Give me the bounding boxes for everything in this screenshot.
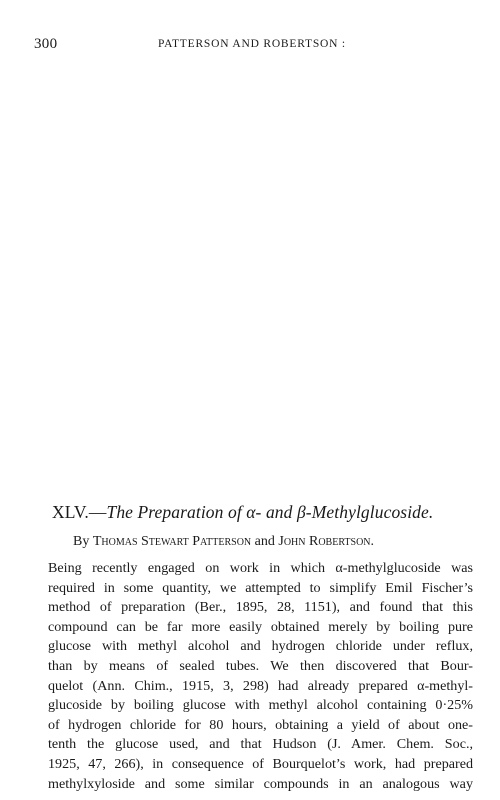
article-title bbox=[52, 502, 433, 523]
authors-by: By bbox=[73, 534, 90, 549]
body-line: method of preparation (Ber., 1895, 28, 1151), and found that this bbox=[48, 599, 473, 616]
body-line: Being recently engaged on work in which α-methylglucoside was bbox=[48, 560, 473, 576]
body-line: glucose with methyl alcohol and hydrogen chloride under reflux, bbox=[48, 638, 473, 655]
body-line: glucoside by boiling glucose with methyl alcohol containing 0·25% bbox=[48, 697, 473, 714]
body-line: 1925, 47, 266), in consequence of Bourquelot’s work, had prepared bbox=[48, 755, 473, 772]
authors-conjunction: and bbox=[254, 534, 275, 549]
body-line: required in some quantity, we attempted to simplify Emil Fischer’s bbox=[48, 579, 473, 596]
body-line: compound can be far more easily obtained merely by boiling pure bbox=[48, 618, 473, 635]
authors-line bbox=[73, 534, 374, 550]
body-line: tenth the glucose used, and that Hudson (J. Amer. Chem. Soc., bbox=[48, 736, 473, 753]
page-number: 300 bbox=[34, 36, 58, 52]
author-name: Thomas Stewart Patterson bbox=[92, 534, 252, 549]
body-paragraph bbox=[48, 559, 473, 794]
article-number: XLV.— bbox=[52, 502, 107, 522]
article-title-text: The Preparation of α- and β-Methylglucoside. bbox=[106, 502, 434, 522]
running-head: PATTERSON AND ROBERTSON : bbox=[158, 38, 346, 50]
author-name: John Robertson. bbox=[278, 534, 375, 549]
body-line: methylxyloside and some similar compounds in an analogous way bbox=[48, 775, 473, 792]
body-line: quelot (Ann. Chim., 1915, 3, 298) had already prepared α-methyl- bbox=[48, 677, 473, 694]
body-line: of hydrogen chloride for 80 hours, obtaining a yield of about one- bbox=[48, 716, 473, 733]
body-line: than by means of sealed tubes. We then discovered that Bour- bbox=[48, 657, 473, 674]
